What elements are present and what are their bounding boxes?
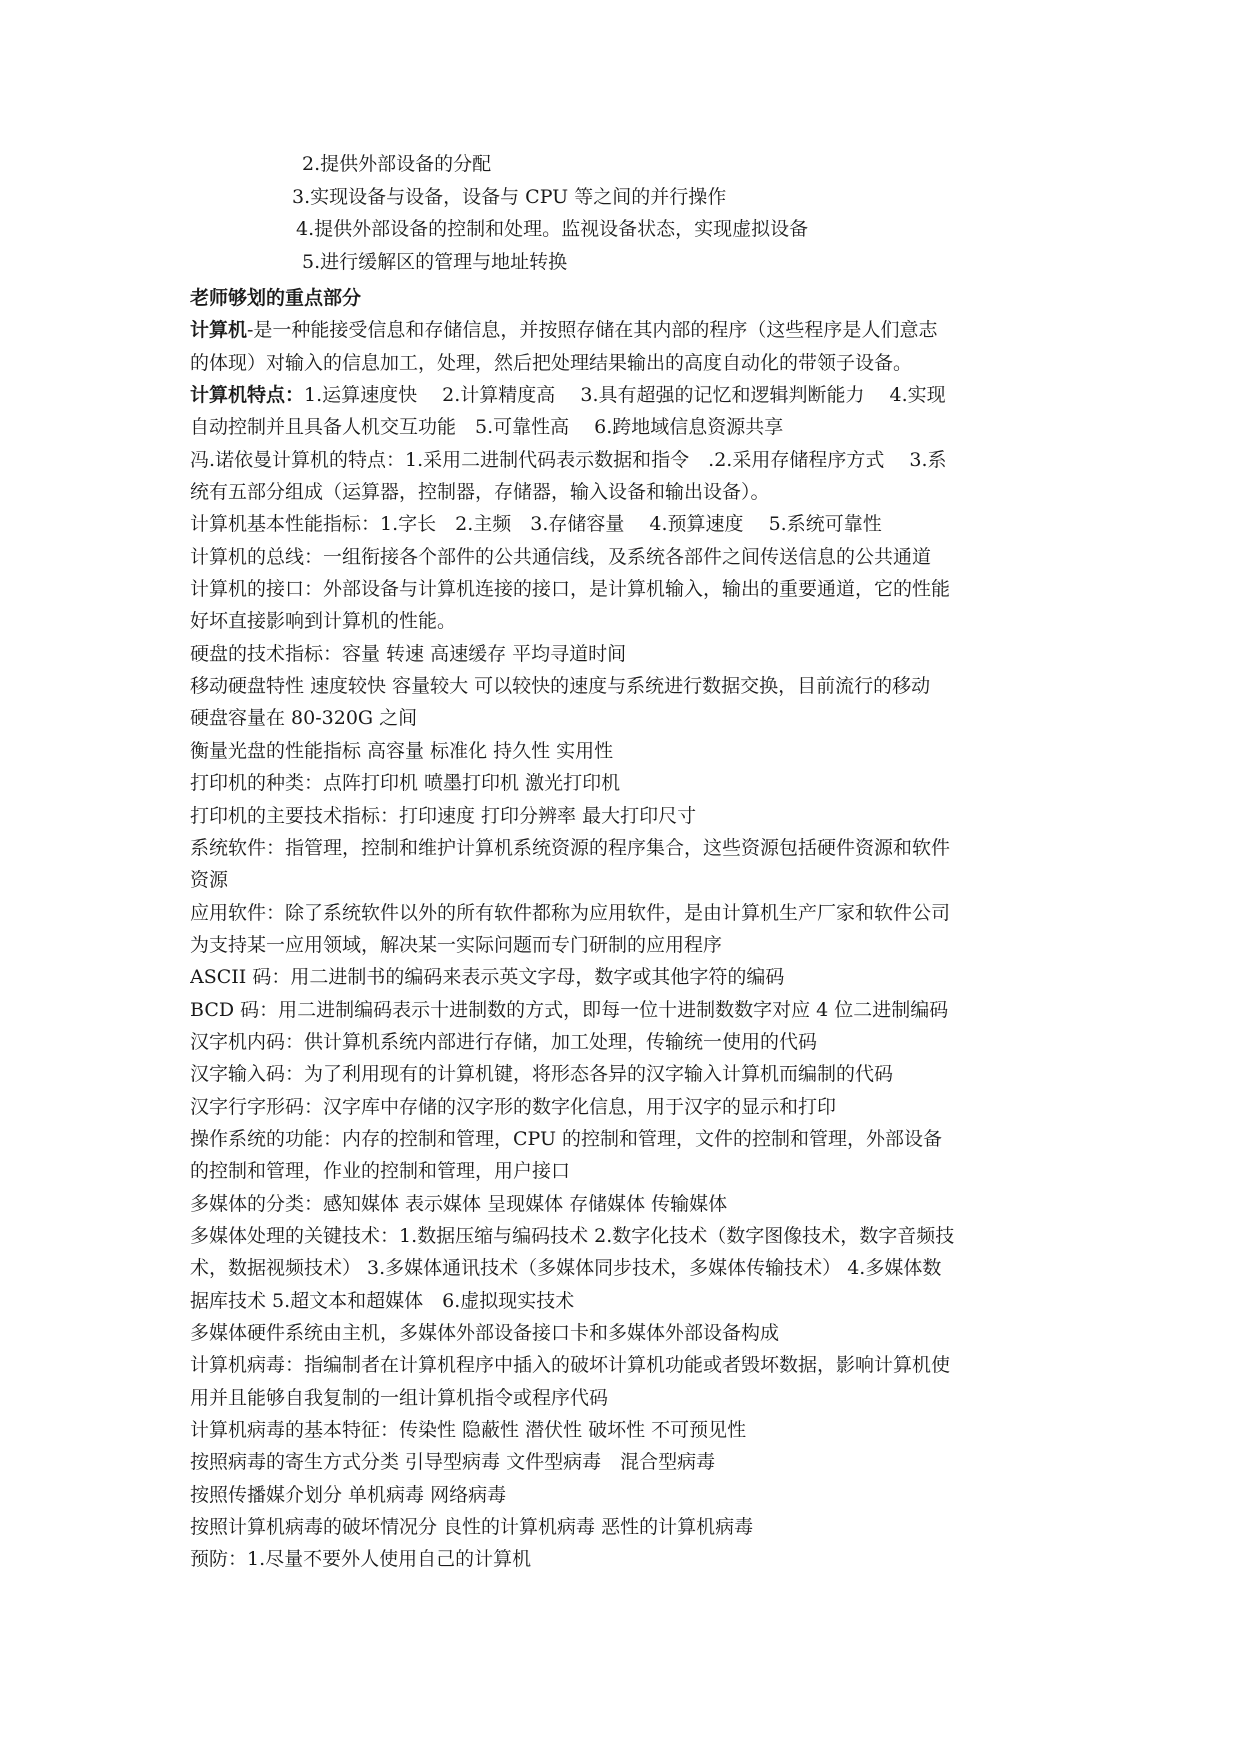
list-item: 4.提供外部设备的控制和处理。监视设备状态，实现虚拟设备 bbox=[296, 218, 809, 240]
text-line: 系统软件：指管理，控制和维护计算机系统资源的程序集合，这些资源包括硬件资源和软件 bbox=[190, 836, 951, 859]
text-line: 按照病毒的寄生方式分类 引导型病毒 文件型病毒 混合型病毒 bbox=[190, 1451, 716, 1474]
text-line: 硬盘的技术指标：容量 转速 高速缓存 平均寻道时间 bbox=[190, 642, 627, 665]
text-line: 多媒体硬件系统由主机，多媒体外部设备接口卡和多媒体外部设备构成 bbox=[190, 1322, 780, 1344]
text-line: 预防：1.尽量不要外人使用自己的计算机 bbox=[190, 1548, 532, 1571]
features-text: 1.运算速度快 2.计算精度高 3.具有超强的记忆和逻辑判断能力 4.实现 bbox=[304, 384, 946, 407]
section-title: 老师够划的重点部分 bbox=[190, 287, 362, 309]
computer-features-continued: 自动控制并且具备人机交互功能 5.可靠性高 6.跨地域信息资源共享 bbox=[190, 416, 784, 439]
text-line: 汉字机内码：供计算机系统内部进行存储，加工处理，传输统一使用的代码 bbox=[190, 1030, 818, 1053]
text-line: 按照传播媒介划分 单机病毒 网络病毒 bbox=[190, 1483, 507, 1506]
text-line: 移动硬盘特性 速度较快 容量较大 可以较快的速度与系统进行数据交换，目前流行的移动 bbox=[190, 675, 931, 698]
text-line: 据库技术 5.超文本和超媒体 6.虚拟现实技术 bbox=[190, 1289, 575, 1312]
text-line: ASCII 码：用二进制书的编码来表示英文字母，数字或其他字符的编码 bbox=[190, 966, 785, 989]
computer-definition-continued: 的体现）对输入的信息加工，处理，然后把处理结果输出的高度自动化的带领子设备。 bbox=[190, 351, 913, 374]
computer-features bbox=[190, 379, 1058, 411]
text-line: 操作系统的功能：内存的控制和管理，CPU 的控制和管理，文件的控制和管理，外部设备 bbox=[190, 1127, 943, 1150]
list-item: 2.提供外部设备的分配 bbox=[302, 153, 492, 175]
computer-definition bbox=[190, 314, 1058, 346]
text-line: 多媒体处理的关键技术：1.数据压缩与编码技术 2.数字化技术（数字图像技术，数字音频技 bbox=[190, 1224, 955, 1247]
device-management-list bbox=[292, 148, 1052, 278]
text-line: 计算机病毒：指编制者在计算机程序中插入的破坏计算机功能或者毁坏数据，影响计算机使 bbox=[190, 1354, 951, 1377]
text-line: 用并且能够自我复制的一组计算机指令或程序代码 bbox=[190, 1386, 609, 1409]
computer-definition-text: -是一种能接受信息和存储信息，并按照存储在其内部的程序（这些程序是人们意志 bbox=[247, 319, 938, 342]
text-line: 好坏直接影响到计算机的性能。 bbox=[190, 610, 457, 633]
text-line: 应用软件：除了系统软件以外的所有软件都称为应用软件，是由计算机生产厂家和软件公司 bbox=[190, 901, 951, 924]
list-item: 3.实现设备与设备，设备与 CPU 等之间的并行操作 bbox=[292, 185, 727, 208]
text-line: BCD 码：用二进制编码表示十进制数的方式，即每一位十进制数数字对应 4 位二进制编码 bbox=[190, 998, 949, 1021]
text-line: 资源 bbox=[190, 869, 229, 892]
text-line: 汉字输入码：为了利用现有的计算机键，将形态各异的汉字输入计算机而编制的代码 bbox=[190, 1063, 894, 1086]
text-line: 为支持某一应用领域，解决某一实际问题而专门研制的应用程序 bbox=[190, 933, 723, 956]
features-term: 计算机特点： bbox=[190, 384, 305, 407]
text-line: 按照计算机病毒的破坏情况分 良性的计算机病毒 恶性的计算机病毒 bbox=[190, 1516, 754, 1539]
text-line: 冯.诺依曼计算机的特点：1.采用二进制代码表示数据和指令 .2.采用存储程序方式 3.系 bbox=[190, 448, 947, 471]
text-line: 汉字行字形码：汉字库中存储的汉字形的数字化信息，用于汉字的显示和打印 bbox=[190, 1095, 837, 1118]
text-line: 计算机的总线：一组衔接各个部件的公共通信线，及系统各部件之间传送信息的公共通道 bbox=[190, 545, 932, 568]
text-line: 硬盘容量在 80-320G 之间 bbox=[190, 707, 418, 730]
text-line: 术，数据视频技术） 3.多媒体通讯技术（多媒体同步技术，多媒体传输技术） 4.多媒体数 bbox=[190, 1257, 942, 1280]
list-item: 5.进行缓解区的管理与地址转换 bbox=[302, 250, 568, 273]
text-line: 多媒体的分类：感知媒体 表示媒体 呈现媒体 存储媒体 传输媒体 bbox=[190, 1192, 728, 1215]
main-content bbox=[190, 282, 1058, 1576]
text-line: 统有五部分组成（运算器，控制器，存储器，输入设备和输出设备）。 bbox=[190, 481, 770, 504]
text-line: 计算机的接口：外部设备与计算机连接的接口，是计算机输入，输出的重要通道，它的性能 bbox=[190, 578, 951, 601]
computer-term: 计算机 bbox=[190, 319, 248, 342]
text-line: 计算机基本性能指标：1.字长 2.主频 3.存储容量 4.预算速度 5.系统可靠性 bbox=[190, 513, 882, 536]
text-line: 的控制和管理，作业的控制和管理，用户接口 bbox=[190, 1160, 571, 1183]
text-line: 计算机病毒的基本特征：传染性 隐蔽性 潜伏性 破坏性 不可预见性 bbox=[190, 1419, 747, 1442]
text-line: 打印机的主要技术指标：打印速度 打印分辨率 最大打印尺寸 bbox=[190, 804, 697, 827]
text-line: 打印机的种类：点阵打印机 喷墨打印机 激光打印机 bbox=[190, 772, 621, 795]
text-line: 衡量光盘的性能指标 高容量 标准化 持久性 实用性 bbox=[190, 739, 614, 762]
